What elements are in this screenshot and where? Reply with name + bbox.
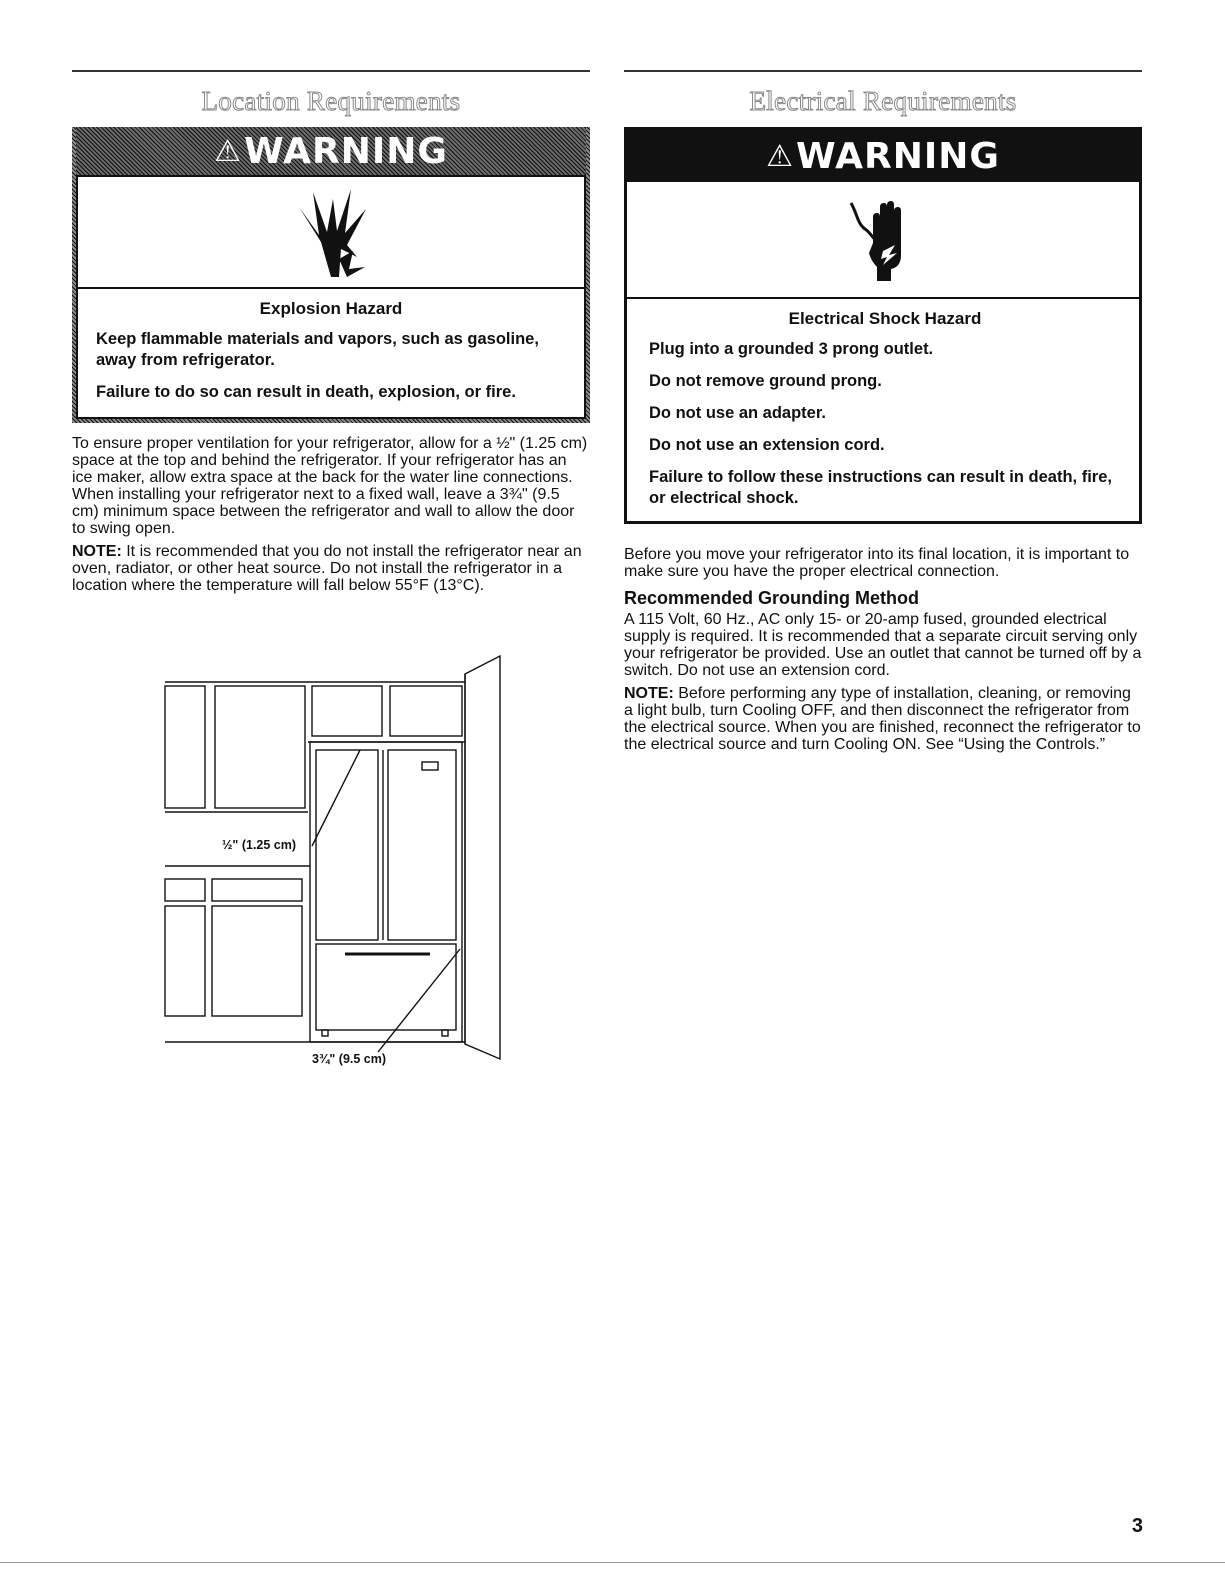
hazard-title: Explosion Hazard — [259, 299, 403, 318]
warning-triangle-icon: ⚠ — [214, 133, 243, 169]
warning-label: WARNING — [244, 130, 448, 172]
grounding-paragraph: A 115 Volt, 60 Hz., AC only 15- or 20-amp fused, grounded electrical supply is required. It is recommended that a separate circuit serving only your refrigerator be provided. Use an outlet that cannot be turned off by a switch. Do not use an extension cord. — [624, 611, 1142, 679]
top-rule — [624, 70, 1142, 72]
clearance-diagram — [160, 654, 520, 1074]
electrical-requirements-column — [624, 70, 1142, 753]
electric-shock-hand-icon — [627, 182, 1139, 299]
note-label: NOTE: — [624, 685, 674, 702]
hazard-line: Do not use an adapter. — [649, 404, 826, 422]
section-title: Electrical Requirements — [749, 86, 1017, 116]
warning-header — [76, 127, 586, 175]
note-paragraph — [72, 543, 590, 594]
hazard-line: Do not use an extension cord. — [649, 436, 885, 454]
hazard-line: Plug into a grounded 3 prong outlet. — [649, 340, 934, 358]
bottom-rule — [0, 1562, 1225, 1563]
top-clearance-label: ½" (1.25 cm) — [222, 838, 297, 852]
hazard-title: Electrical Shock Hazard — [788, 309, 982, 328]
electrical-warning-box — [624, 127, 1142, 524]
hazard-line: Failure to do so can result in death, explosion, or fire. — [96, 383, 516, 401]
note-paragraph — [624, 685, 1142, 753]
section-title: Location Requirements — [201, 86, 461, 116]
note-text: It is recommended that you do not install the refrigerator near an oven, radiator, or other heat source. Do not install the refrigerator in a location where the temperature will fall below 55°F (13°C). — [72, 543, 582, 594]
warning-triangle-icon: ⚠ — [766, 138, 795, 174]
hazard-line: Failure to follow these instructions can result in death, fire, or electrical shock. — [649, 468, 1112, 507]
note-label: NOTE: — [72, 543, 122, 560]
warning-header — [627, 130, 1139, 182]
explosion-warning-box — [72, 127, 590, 423]
location-requirements-column — [72, 70, 590, 594]
page-number: 3 — [1131, 1515, 1143, 1537]
hazard-body — [78, 289, 584, 417]
ventilation-paragraph: To ensure proper ventilation for your refrigerator, allow for a ½" (1.25 cm) space at the top and behind the refrigerator. If your refrigerator has an ice maker, allow extra space at the back for the water line connections. When installing your refrigerator next to a fixed wall, leave a 3¾" (9.5 cm) minimum space between the refrigerator and wall to allow the door to swing open. — [72, 435, 588, 537]
subheading: Recommended Grounding Method — [624, 588, 919, 608]
warning-label: WARNING — [796, 135, 1000, 177]
top-rule — [72, 70, 590, 72]
hazard-body — [627, 299, 1139, 521]
explosion-icon — [78, 177, 584, 289]
side-clearance-label: 3¾" (9.5 cm) — [312, 1052, 387, 1066]
note-text: Before performing any type of installation, cleaning, or removing a light bulb, turn Cooling OFF, and then disconnect the refrigerator from the electrical source. When you are finished, reconnect the refrigerator to the electrical source and turn Cooling ON. See “Using the Controls.” — [624, 685, 1141, 753]
hazard-line: Do not remove ground prong. — [649, 372, 882, 390]
hazard-line: Keep flammable materials and vapors, such as gasoline, away from refrigerator. — [96, 330, 539, 369]
intro-paragraph: Before you move your refrigerator into its final location, it is important to make sure you have the proper electrical connection. — [624, 546, 1130, 580]
